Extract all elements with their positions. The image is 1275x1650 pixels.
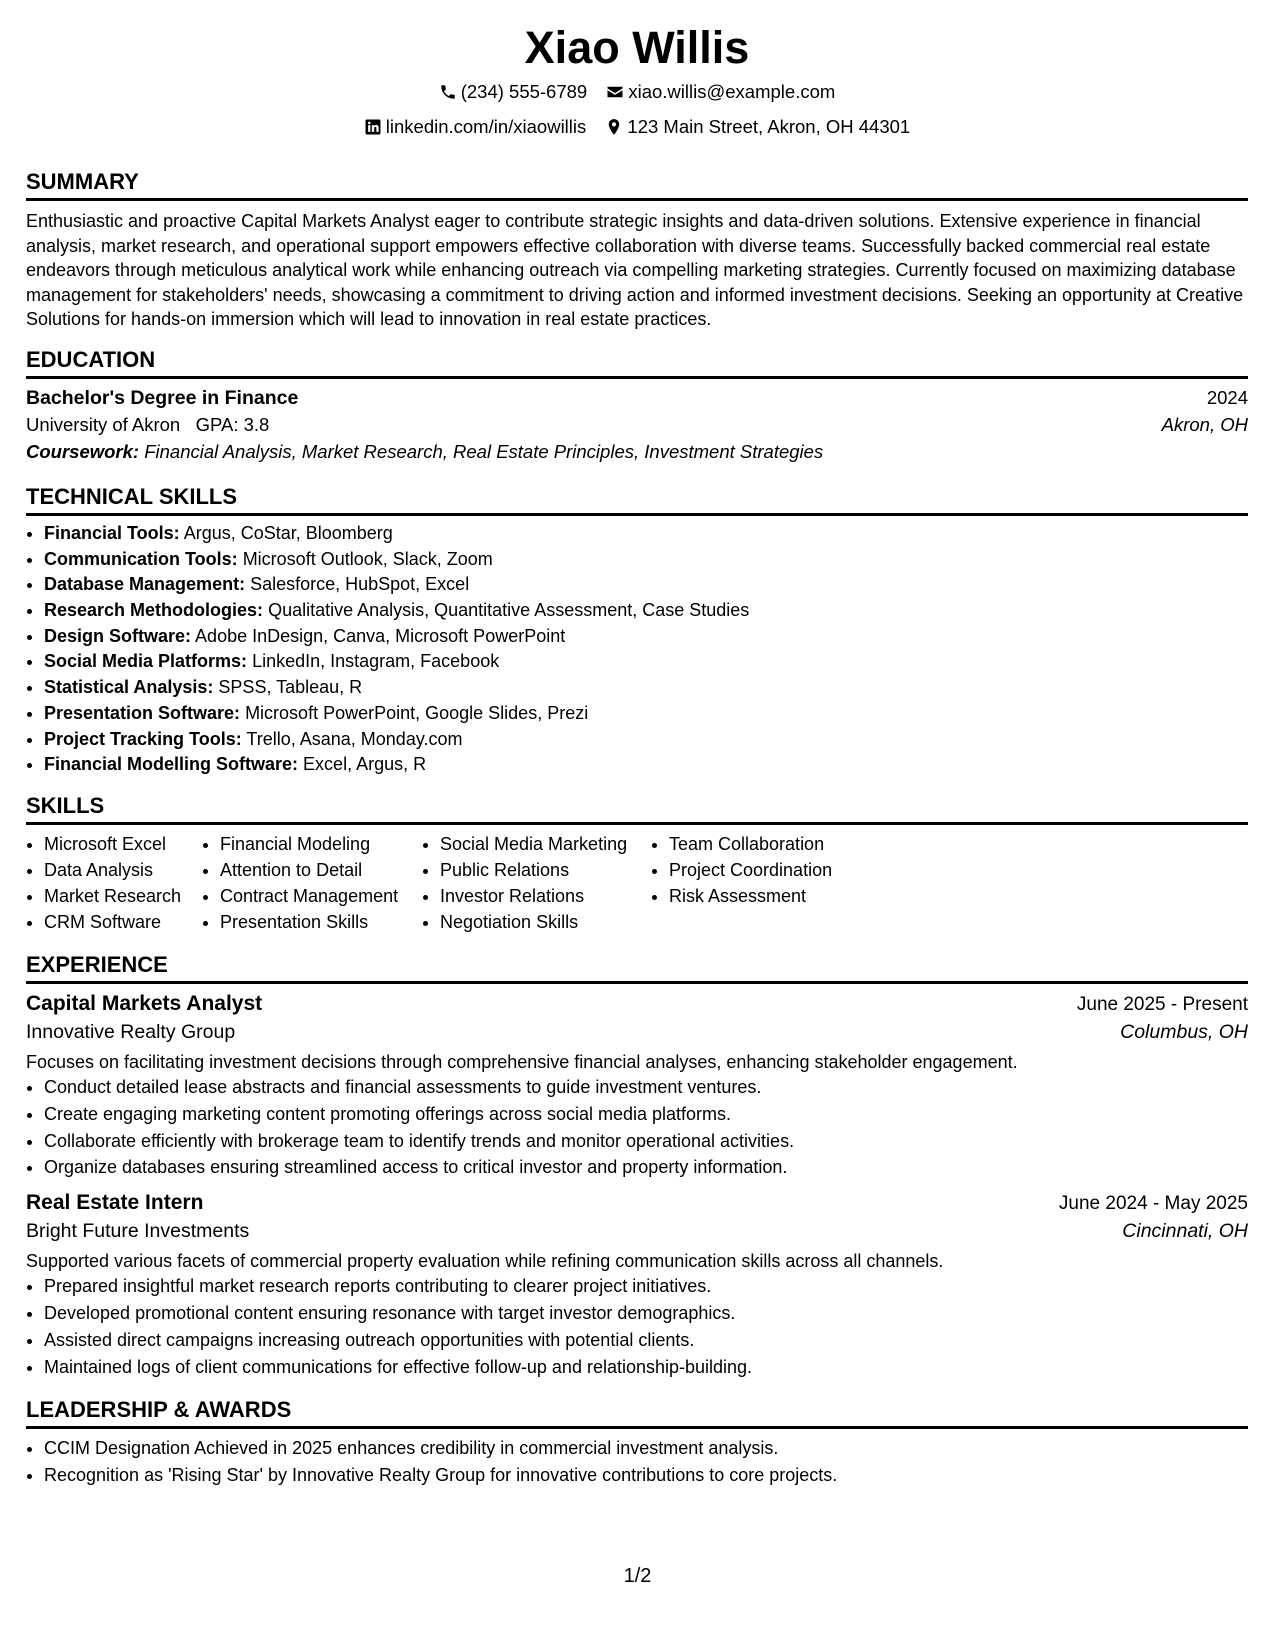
section-title-education: EDUCATION <box>26 346 1248 379</box>
list-item <box>44 675 1248 701</box>
list-item: • Organize databases ensuring streamlined access to critical investor and property information. <box>44 1154 1248 1181</box>
skill-category: Social Media Platforms: <box>44 651 248 672</box>
list-item: • Prepared insightful market research reports contributing to clearer project initiatives. <box>44 1273 1248 1300</box>
candidate-name: Xiao Willis <box>524 22 750 73</box>
job-title: Real Estate Intern <box>26 1191 204 1215</box>
skill-category: Financial Modelling Software: <box>44 754 299 775</box>
list-item: • Attention to Detail <box>220 857 422 883</box>
school-gpa <box>26 414 269 436</box>
list-item: • Create engaging marketing content promoting offerings across social media platforms. <box>44 1101 1248 1128</box>
list-item <box>44 752 1248 778</box>
skill-values: Trello, Asana, Monday.com <box>246 728 463 749</box>
contact-line-2 <box>26 115 1248 142</box>
skill-category: Project Tracking Tools: <box>44 728 242 749</box>
skills-section <box>26 792 1248 935</box>
section-title-leadership: LEADERSHIP & AWARDS <box>26 1396 1248 1429</box>
list-item <box>44 598 1248 624</box>
phone-contact <box>439 80 588 104</box>
skill-values: Salesforce, HubSpot, Excel <box>250 574 470 595</box>
email-address[interactable]: xiao.willis@example.com <box>628 81 836 102</box>
job-header-row <box>26 992 1248 1016</box>
job-bullets <box>26 1074 1248 1181</box>
school-location: Akron, OH <box>1161 413 1248 435</box>
phone-icon <box>439 83 457 101</box>
list-item: • Conduct detailed lease abstracts and financial assessments to guide investment ventures. <box>44 1074 1248 1101</box>
job-title: Capital Markets Analyst <box>26 992 263 1015</box>
skill-values: Qualitative Analysis, Quantitative Assessment, Case Studies <box>268 600 750 621</box>
technical-skills-list <box>26 521 1248 778</box>
skills-column-3 <box>422 831 651 935</box>
list-item <box>44 701 1248 727</box>
job-bullets <box>26 1273 1248 1380</box>
job-company-row <box>26 1021 1248 1044</box>
skill-category: Statistical Analysis: <box>44 677 214 698</box>
gpa: GPA: 3.8 <box>195 413 270 435</box>
skill-category: Database Management: <box>44 574 246 595</box>
skill-values: Microsoft PowerPoint, Google Slides, Prezi <box>245 702 589 723</box>
list-item: • Collaborate efficiently with brokerage team to identify trends and monitor operational activities. <box>44 1128 1248 1155</box>
job-description: Focuses on facilitating investment decisions through comprehensive financial analyses, enhancing stakeholder engagement. <box>26 1052 1018 1072</box>
coursework-list: Financial Analysis, Market Research, Real Estate Principles, Investment Strategies <box>144 440 824 462</box>
list-item: • Team Collaboration <box>669 831 869 857</box>
list-item: • Assisted direct campaigns increasing outreach opportunities with potential clients. <box>44 1327 1248 1354</box>
job-dates: June 2025 - Present <box>1076 994 1248 1015</box>
leadership-section <box>26 1396 1248 1489</box>
list-item: • Negotiation Skills <box>440 909 651 935</box>
section-title-summary: SUMMARY <box>26 168 1248 201</box>
job-company-row <box>26 1220 1248 1243</box>
list-item <box>44 521 1248 547</box>
street-address: 123 Main Street, Akron, OH 44301 <box>627 116 911 137</box>
list-item <box>44 727 1248 753</box>
skill-category: Financial Tools: <box>44 522 180 543</box>
linkedin-url[interactable]: linkedin.com/in/xiaowillis <box>385 116 587 137</box>
list-item: • Microsoft Excel <box>44 831 202 857</box>
skill-values: Argus, CoStar, Bloomberg <box>183 522 393 543</box>
list-item <box>44 624 1248 650</box>
list-item <box>44 649 1248 675</box>
list-item: • Contract Management <box>220 883 422 909</box>
job-dates: June 2024 - May 2025 <box>1058 1193 1248 1215</box>
skill-category: Design Software: <box>44 625 192 646</box>
skill-category: Presentation Software: <box>44 702 241 723</box>
list-item <box>44 547 1248 573</box>
list-item: • Presentation Skills <box>220 909 422 935</box>
job-location: Columbus, OH <box>1120 1021 1248 1043</box>
section-title-experience: EXPERIENCE <box>26 951 1248 984</box>
page-number: 1/2 <box>623 1565 652 1587</box>
degree: Bachelor's Degree in Finance <box>26 386 299 409</box>
education-school-row <box>26 414 1248 436</box>
linkedin-icon <box>364 118 382 136</box>
linkedin-contact[interactable] <box>364 115 587 139</box>
list-item: • Risk Assessment <box>669 883 869 909</box>
coursework-label: Coursework: <box>26 440 140 462</box>
list-item: • Project Coordination <box>669 857 869 883</box>
company-name: Bright Future Investments <box>26 1220 250 1243</box>
contact-line-1 <box>26 80 1248 107</box>
job-entry <box>26 1191 1248 1380</box>
technical-skills-section <box>26 483 1248 778</box>
graduation-year: 2024 <box>1206 386 1248 408</box>
skills-column-2 <box>202 831 422 935</box>
job-description: Supported various facets of commercial property evaluation while refining communication skills across all channels. <box>26 1251 944 1272</box>
summary-text: Enthusiastic and proactive Capital Markets Analyst eager to contribute strategic insights and data-driven solutions. Extensive experience in financial analysis, market research, and operational support empowers effective collaboration with diverse teams. Successfully backed commercial real estate endeavors through meticulous analytical work while enhancing outreach via compelling marketing strategies. Currently focused on maximizing database management for stakeholders' needs, showcasing a commitment to driving action and informed investment decisions. Seeking an opportunity at Creative Solutions for hands-on immersion which will lead to innovation in real estate practices. <box>26 211 1244 330</box>
school-name: University of Akron <box>26 413 181 435</box>
list-item: • Developed promotional content ensuring resonance with target investor demographics. <box>44 1300 1248 1327</box>
skill-category: Communication Tools: <box>44 548 238 569</box>
skill-values: Microsoft Outlook, Slack, Zoom <box>242 548 493 569</box>
section-title-technical-skills: TECHNICAL SKILLS <box>26 483 1248 516</box>
map-marker-icon <box>605 118 623 136</box>
job-location: Cincinnati, OH <box>1122 1220 1248 1243</box>
skill-values: Adobe InDesign, Canva, Microsoft PowerPoint <box>195 625 566 646</box>
list-item: • Financial Modeling <box>220 831 422 857</box>
summary-section <box>26 168 1248 332</box>
skills-grid <box>26 831 1248 935</box>
experience-section <box>26 951 1248 1380</box>
phone-number: (234) 555-6789 <box>460 81 588 102</box>
list-item: • Market Research <box>44 883 202 909</box>
list-item: • Public Relations <box>440 857 651 883</box>
education-header-row <box>26 387 1248 410</box>
address-contact <box>605 115 910 139</box>
list-item: • CRM Software <box>44 909 202 935</box>
education-section <box>26 346 1248 463</box>
list-item: • Maintained logs of client communications for effective follow-up and relationship-building. <box>44 1354 1248 1381</box>
envelope-icon <box>606 83 624 101</box>
coursework-line <box>26 441 1248 463</box>
skills-column-4 <box>651 831 869 935</box>
leadership-list <box>26 1435 1248 1489</box>
company-name: Innovative Realty Group <box>26 1021 236 1043</box>
job-header-row <box>26 1191 1248 1215</box>
skill-values: SPSS, Tableau, R <box>218 677 363 698</box>
list-item <box>44 572 1248 598</box>
section-title-skills: SKILLS <box>26 792 1248 825</box>
skill-values: LinkedIn, Instagram, Facebook <box>252 651 500 672</box>
skill-values: Excel, Argus, R <box>303 754 427 775</box>
job-entry <box>26 992 1248 1181</box>
skill-category: Research Methodologies: <box>44 600 264 621</box>
list-item: • Data Analysis <box>44 857 202 883</box>
list-item: • Social Media Marketing <box>440 831 651 857</box>
list-item: • Investor Relations <box>440 883 651 909</box>
email-contact[interactable] <box>606 80 835 104</box>
list-item: • CCIM Designation Achieved in 2025 enhances credibility in commercial investment analysis. <box>44 1435 1248 1462</box>
skills-column-1 <box>26 831 202 935</box>
list-item: • Recognition as 'Rising Star' by Innovative Realty Group for innovative contributions to core projects. <box>44 1462 1248 1489</box>
resume-page <box>26 20 1248 1489</box>
